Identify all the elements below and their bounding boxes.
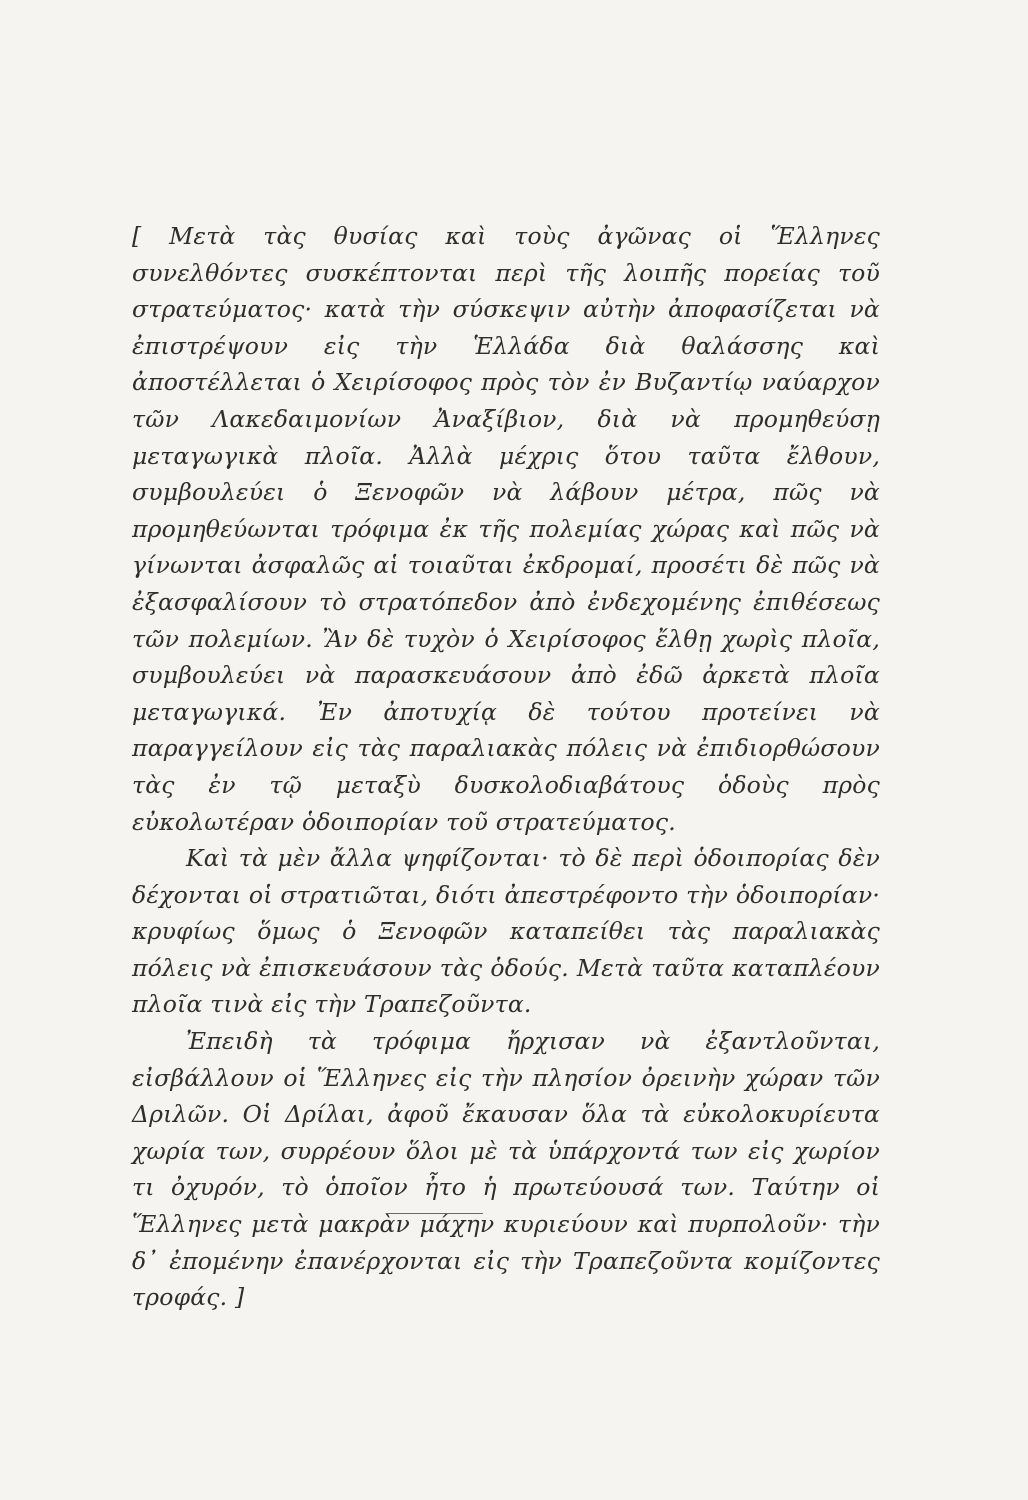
paragraph-1: [ Μετὰ τὰς θυσίας καὶ τοὺς ἀγῶνας οἱ Ἕλληνες συνελθόντες συσκέπτονται περὶ τῆς λοιπῆς πορείας τοῦ στρατεύματος· κατὰ τὴν σύσκεψιν αὐτὴν ἀποφασίζεται νὰ ἐπιστρέψουν εἰς τὴν Ἑλλάδα διὰ θαλάσσης καὶ ἀποστέλλεται ὁ Χειρίσοφος πρὸς τὸν ἐν Βυζαντίῳ ναύαρχον τῶν Λακεδαιμονίων Ἀναξίβιον, διὰ νὰ προμηθεύσῃ μεταγωγικὰ πλοῖα. Ἀλλὰ μέχρις ὅτου ταῦτα ἔλθουν, συμβουλεύει ὁ Ξενοφῶν νὰ λάβουν μέτρα, πῶς νὰ προμηθεύωνται τρόφιμα ἐκ τῆς πολεμίας χώρας καὶ πῶς νὰ γίνωνται ἀσφαλῶς αἱ τοιαῦται ἐκδρομαί, προσέτι δὲ πῶς νὰ ἐξασφαλίσουν τὸ στρατόπεδον ἀπὸ ἐνδεχομένης ἐπιθέσεως τῶν πολεμίων. Ἂν δὲ τυχὸν ὁ Χειρίσοφος ἔλθῃ χωρὶς πλοῖα, συμβουλεύει νὰ παρασκευάσουν ἀπὸ ἐδῶ ἀρκετὰ πλοῖα μεταγωγικά. Ἐν ἀποτυχίᾳ δὲ τούτου προτείνει νὰ παραγγείλουν εἰς τὰς παραλιακὰς πόλεις νὰ ἐπιδιορθώσουν τὰς ἐν τῷ μεταξὺ δυσκολοδιαβάτους ὁδοὺς πρὸς εὐκολωτέραν ὁδοιπορίαν τοῦ στρατεύματος. (132, 222, 880, 836)
paragraph-2: Καὶ τὰ μὲν ἄλλα ψηφίζονται· τὸ δὲ περὶ ὁδοιπορίας δὲν δέχονται οἱ στρατιῶται, διότι ἀπεστρέφοντο τὴν ὁδοιπορίαν· κρυφίως ὅμως ὁ Ξενοφῶν καταπείθει τὰς παραλιακὰς πόλεις νὰ ἐπισκευάσουν τὰς ὁδούς. Μετὰ ταῦτα καταπλέουν πλοῖα τινὰ εἰς τὴν Τραπεζοῦντα. (132, 844, 880, 1019)
section-divider (387, 1213, 483, 1214)
paragraph-3: Ἐπειδὴ τὰ τρόφιμα ἤρχισαν νὰ ἐξαντλοῦνται, εἰσβάλλουν οἱ Ἕλληνες εἰς τὴν πλησίον ὀρεινὴν χώραν τῶν Δριλῶν. Οἱ Δρίλαι, ἀφοῦ ἔκαυσαν ὅλα τὰ εὐκολοκυρίευτα χωρία των, συρρέουν ὅλοι μὲ τὰ ὑπάρχοντά των εἰς χωρίον τι ὀχυρόν, τὸ ὁποῖον ἦτο ἡ πρωτεύουσά των. Ταύτην οἱ Ἕλληνες μετὰ μακρὰν μάχην κυριεύουν καὶ πυρπολοῦν· τὴν δ᾽ ἐπομένην ἐπανέρχονται εἰς τὴν Τραπεζοῦντα κομίζοντες τροφάς. ] (132, 1027, 880, 1312)
summary-text-block (132, 218, 880, 1316)
